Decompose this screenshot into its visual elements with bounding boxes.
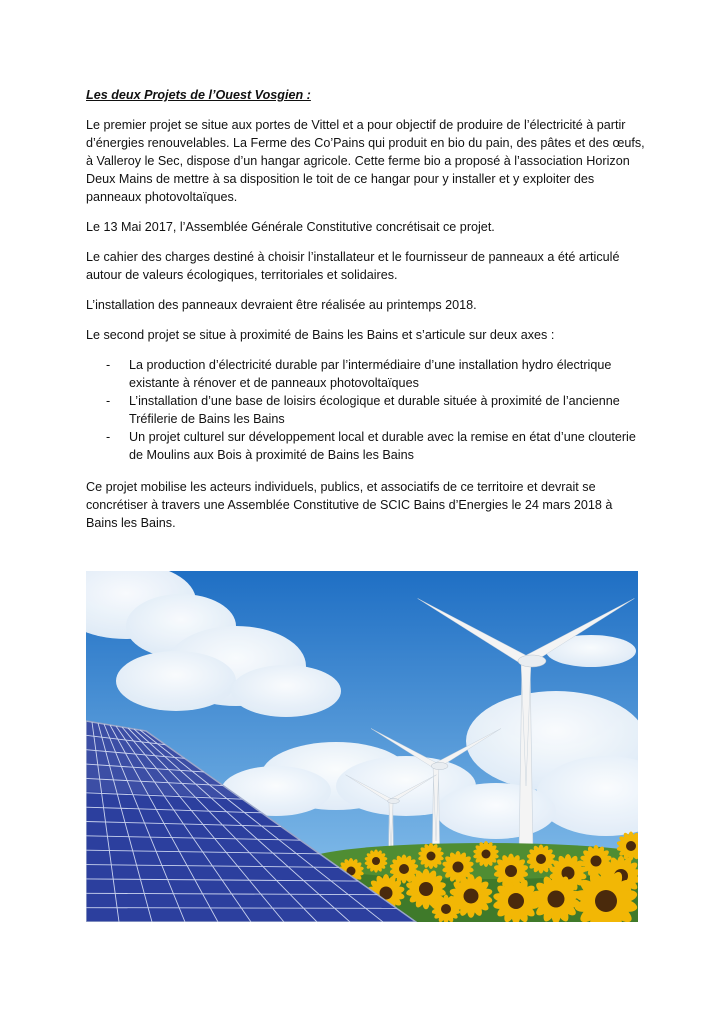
paragraph-closing: Ce projet mobilise les acteurs individuels, publics, et associatifs de ce territoire et devrait se concrétiser à travers une Assemblée Constitutive de SCIC Bains d’Energies le 24 mars 2018 à Bains les Bains.	[86, 480, 613, 530]
paragraph-assembly-date: Le 13 Mai 2017, l’Assemblée Générale Constitutive concrétisait ce projet.	[86, 220, 495, 234]
renewable-energy-illustration	[86, 571, 638, 922]
list-item-text: Un projet culturel sur développement local et durable avec la remise en état d’une clouterie de Moulins aux Bois à proximité de Bains les Bains	[129, 430, 636, 462]
axes-list	[86, 356, 646, 464]
renewable-energy-photo	[86, 571, 638, 922]
document-title: Les deux Projets de l’Ouest Vosgien :	[86, 88, 311, 102]
document-body	[86, 86, 646, 544]
list-item	[86, 356, 646, 392]
paragraph-installation: L’installation des panneaux devraient être réalisée au printemps 2018.	[86, 298, 477, 312]
list-marker: -	[106, 430, 111, 444]
paragraph-specifications: Le cahier des charges destiné à choisir l’installateur et le fournisseur de panneaux a été articulé autour de valeurs écologiques, territoriales et solidaires.	[86, 250, 620, 282]
list-item-text: L’installation d’une base de loisirs écologique et durable située à proximité de l’ancienne Tréfilerie de Bains les Bains	[129, 394, 620, 426]
list-item	[86, 428, 646, 464]
list-item	[86, 392, 646, 428]
list-marker: -	[106, 358, 111, 372]
paragraph-first-project: Le premier projet se situe aux portes de Vittel et a pour objectif de produire de l’électricité à partir d’énergies renouvelables. La Ferme des Co’Pains qui produit en bio du pain, des pâtes et des œufs, à Valleroy le Sec, dispose d’un hangar agricole. Cette ferme bio a proposé à l’association Horizon Deux Mains de mettre à sa disposition le toit de ce hangar pour y installer et y exploiter des panneaux photovoltaïques.	[86, 118, 645, 204]
list-item-text: La production d’électricité durable par l’intermédiaire d’une installation hydro électrique existante à rénover et de panneaux photovoltaïques	[129, 358, 612, 390]
list-marker: -	[106, 394, 111, 408]
paragraph-second-project: Le second projet se situe à proximité de Bains les Bains et s’articule sur deux axes :	[86, 328, 555, 342]
